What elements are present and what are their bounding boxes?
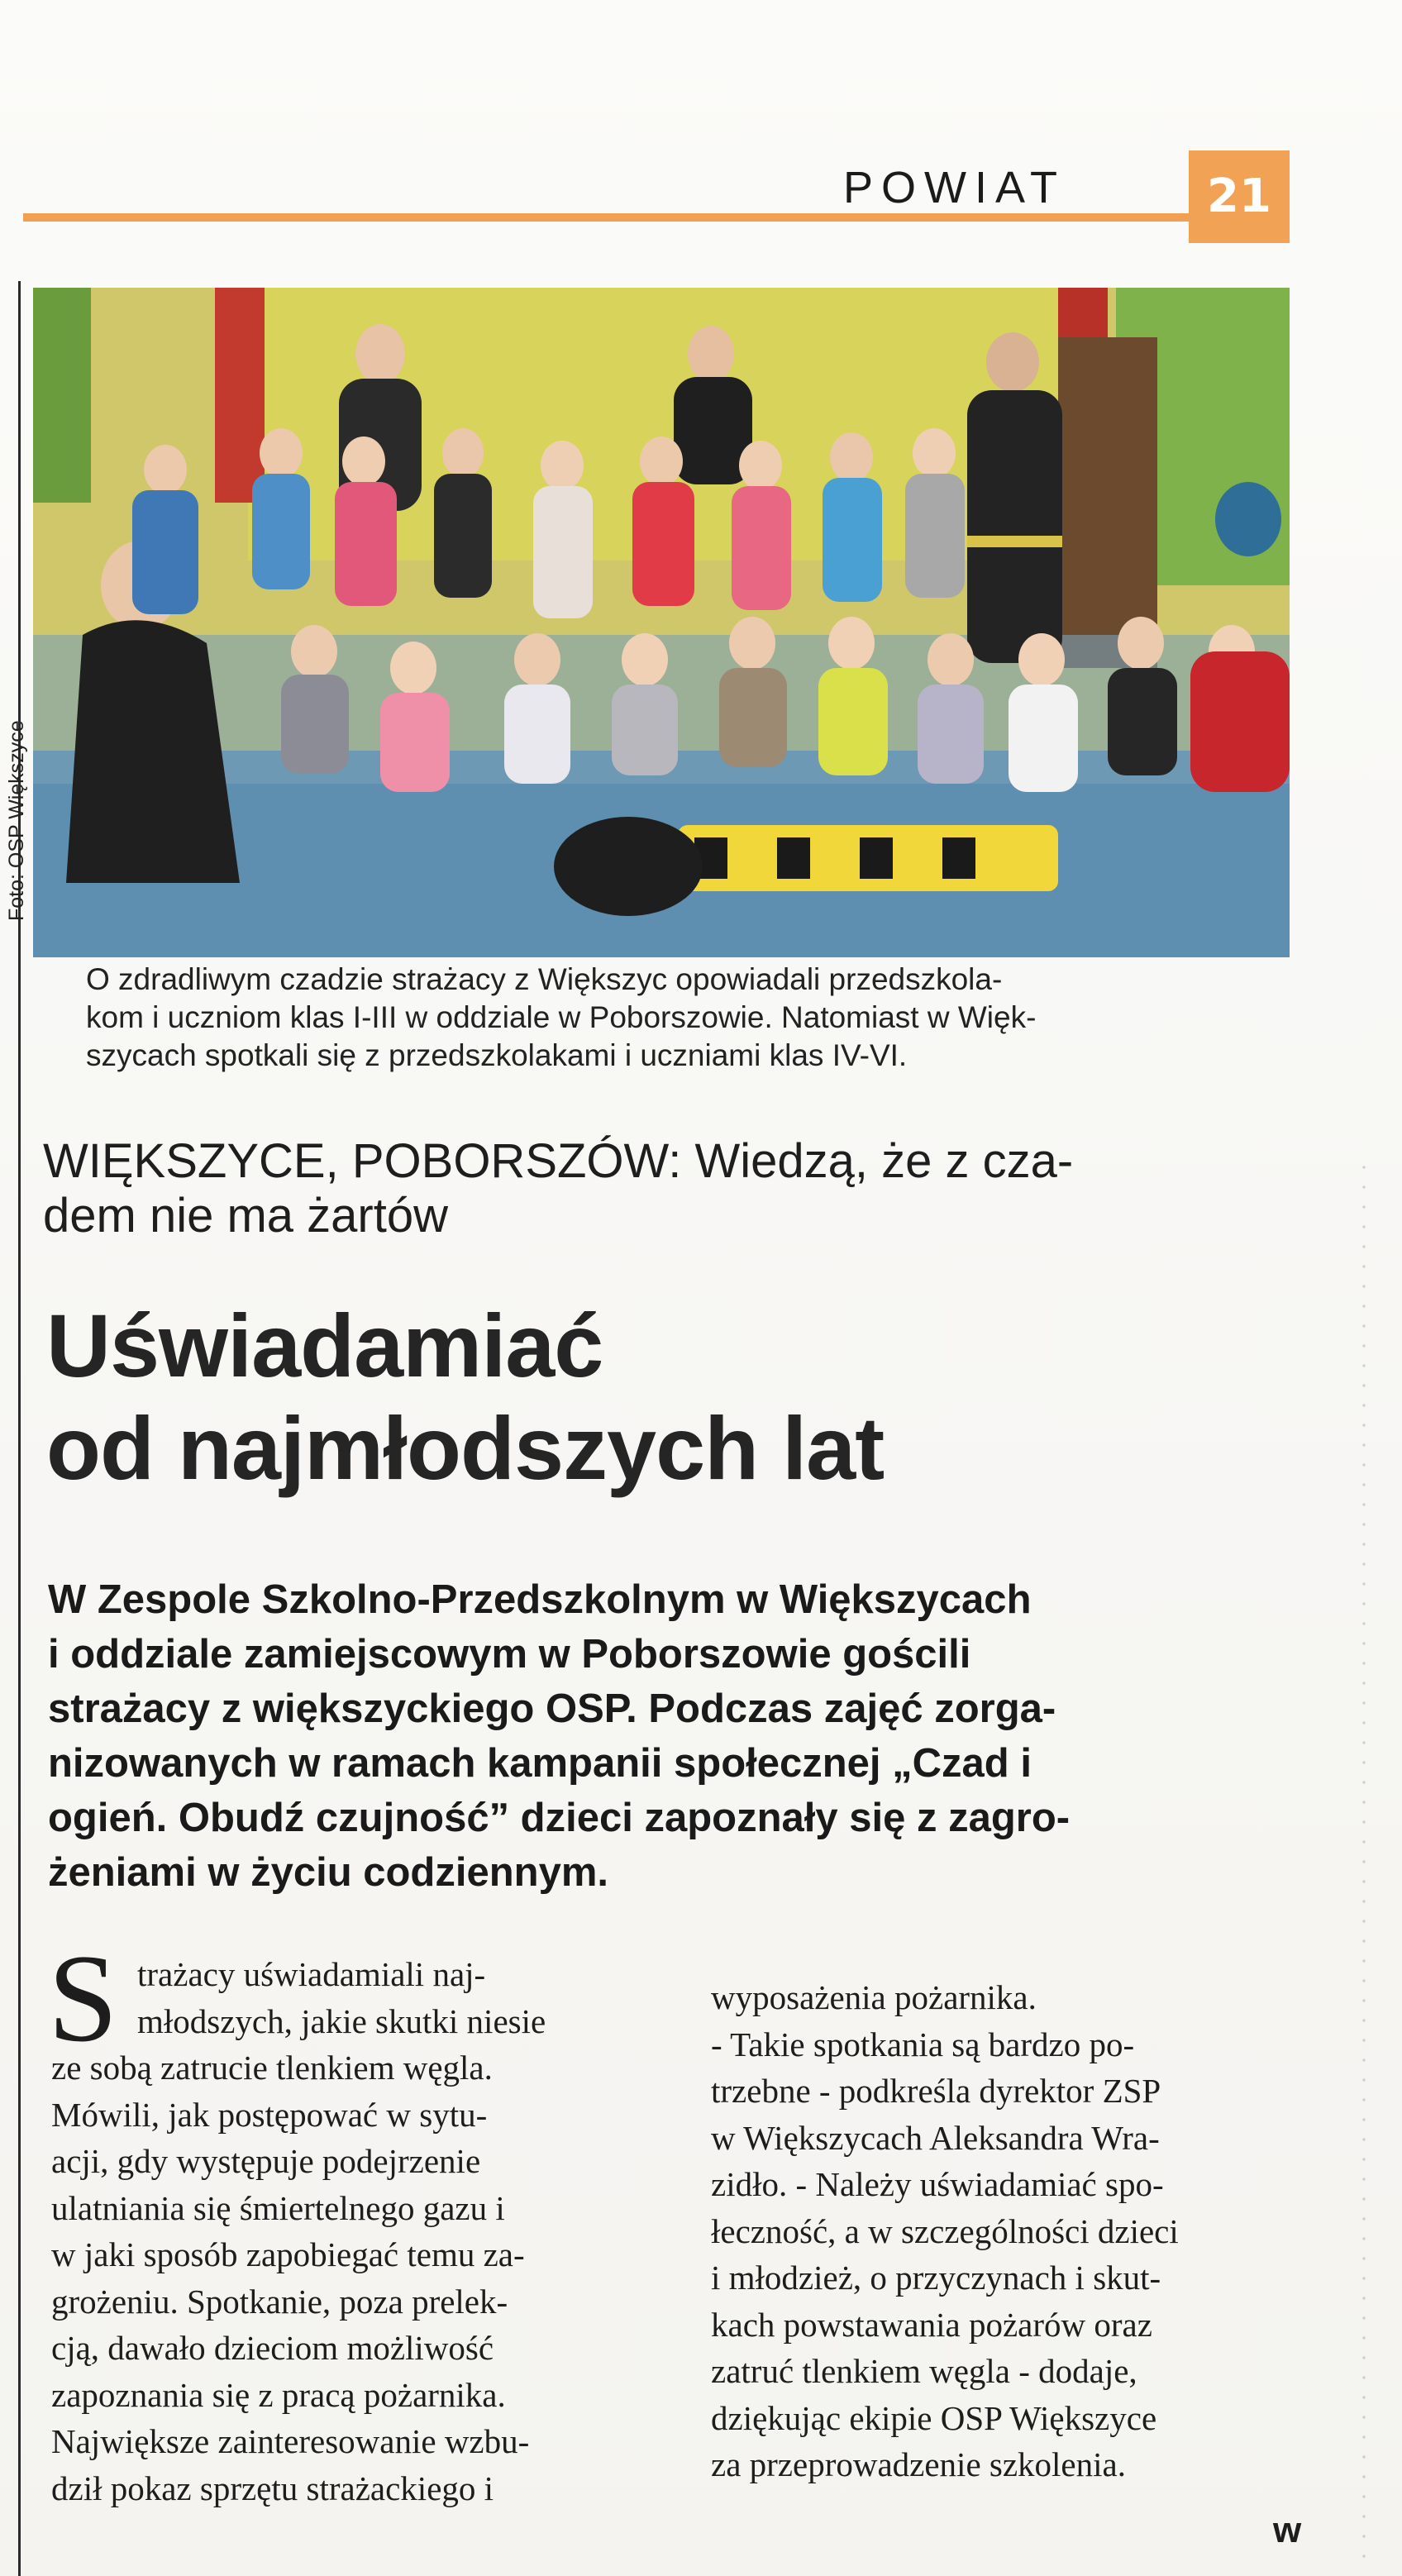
lead-line: W Zespole Szkolno-Przedszkolnym w Większycach — [48, 1577, 1032, 1622]
article-end-mark: w — [1273, 2510, 1302, 2550]
article-kicker — [43, 1134, 1266, 1243]
body-line: kach powstawania pożarów oraz — [711, 2305, 1152, 2344]
photo-caption — [86, 961, 1301, 1075]
lead-line: ogień. Obudź czujność” dzieci zapoznały się z zagro- — [48, 1796, 1071, 1840]
body-line: acji, gdy występuje podejrzenie — [51, 2142, 481, 2180]
section-name: POWIAT — [843, 163, 1066, 212]
body-line: dziękując ekipie OSP Większyce — [711, 2398, 1157, 2437]
body-line: w Większycach Aleksandra Wra- — [711, 2118, 1160, 2157]
drop-cap: S — [48, 1929, 118, 2068]
body-line: - Takie spotkania są bardzo po- — [711, 2025, 1135, 2063]
body-line: ze sobą zatrucie tlenkiem węgla. — [51, 2049, 493, 2087]
body-line: grożeniu. Spotkanie, poza prelek- — [51, 2282, 508, 2321]
kicker-line: WIĘKSZYCE, POBORSZÓW: Wiedzą, że z cza- — [43, 1134, 1074, 1188]
body-line: i młodzież, o przyczynach i skut- — [711, 2259, 1161, 2297]
body-line: cją, dawało dzieciom możliwość — [51, 2329, 494, 2367]
group-photo-illustration — [33, 288, 1290, 957]
column-rule — [18, 281, 21, 2576]
body-line: zatruć tlenkiem węgla - dodaje, — [711, 2352, 1137, 2390]
lead-line: i oddziale zamiejscowym w Poborszowie gościli — [48, 1632, 971, 1677]
header-rule — [23, 213, 1189, 222]
article-headline — [46, 1295, 1286, 1500]
lead-line: żeniami w życiu codziennym. — [48, 1850, 609, 1895]
body-column-left — [51, 1951, 663, 2512]
article-lead — [48, 1572, 1296, 1900]
article-photo — [33, 288, 1290, 957]
body-line: Największe zainteresowanie wzbu- — [51, 2422, 530, 2460]
body-line: za przeprowadzenie szkolenia. — [711, 2445, 1126, 2483]
caption-line: szycach spotkali się z przedszkolakami i uczniami klas IV-VI. — [86, 1038, 908, 1072]
caption-line: kom i uczniom klas I-III w oddziale w Poborszowie. Natomiast w Więk- — [86, 1000, 1037, 1034]
body-line: młodszych, jakie skutki niesie — [137, 2001, 546, 2040]
caption-line: O zdradliwym czadzie strażacy z Większyc opowiadali przedszkola- — [86, 962, 1003, 996]
body-line: dził pokaz sprzętu strażackiego i — [51, 2469, 494, 2507]
body-line: łeczność, a w szczególności dzieci — [711, 2211, 1179, 2250]
kicker-line: dem nie ma żartów — [43, 1189, 448, 1243]
body-line: w jaki sposób zapobiegać temu za- — [51, 2235, 525, 2273]
body-line: zidło. - Należy uświadamiać spo- — [711, 2165, 1164, 2203]
body-column-right — [711, 1974, 1323, 2488]
lead-line: nizowanych w ramach kampanii społecznej „Czad i — [48, 1741, 1032, 1786]
body-line: zapoznania się z pracą pożarnika. — [51, 2375, 506, 2414]
body-line: Mówili, jak postępować w sytu- — [51, 2095, 488, 2134]
photo-credit: Foto: OSP Większyce — [5, 720, 28, 921]
headline-line: Uświadamiać — [46, 1295, 603, 1395]
page-number: 21 — [1189, 150, 1290, 243]
body-line: ulatniania się śmiertelnego gazu i — [51, 2188, 505, 2227]
print-bleed-marks — [1356, 1157, 1372, 2563]
body-line: trzebne - podkreśla dyrektor ZSP — [711, 2072, 1161, 2110]
headline-line: od najmłodszych lat — [46, 1398, 885, 1498]
body-line: trażacy uświadamiali naj- — [137, 1955, 486, 1993]
body-line: wyposażenia pożarnika. — [711, 1978, 1037, 2016]
lead-line: strażacy z większyckiego OSP. Podczas zajęć zorga- — [48, 1686, 1056, 1731]
